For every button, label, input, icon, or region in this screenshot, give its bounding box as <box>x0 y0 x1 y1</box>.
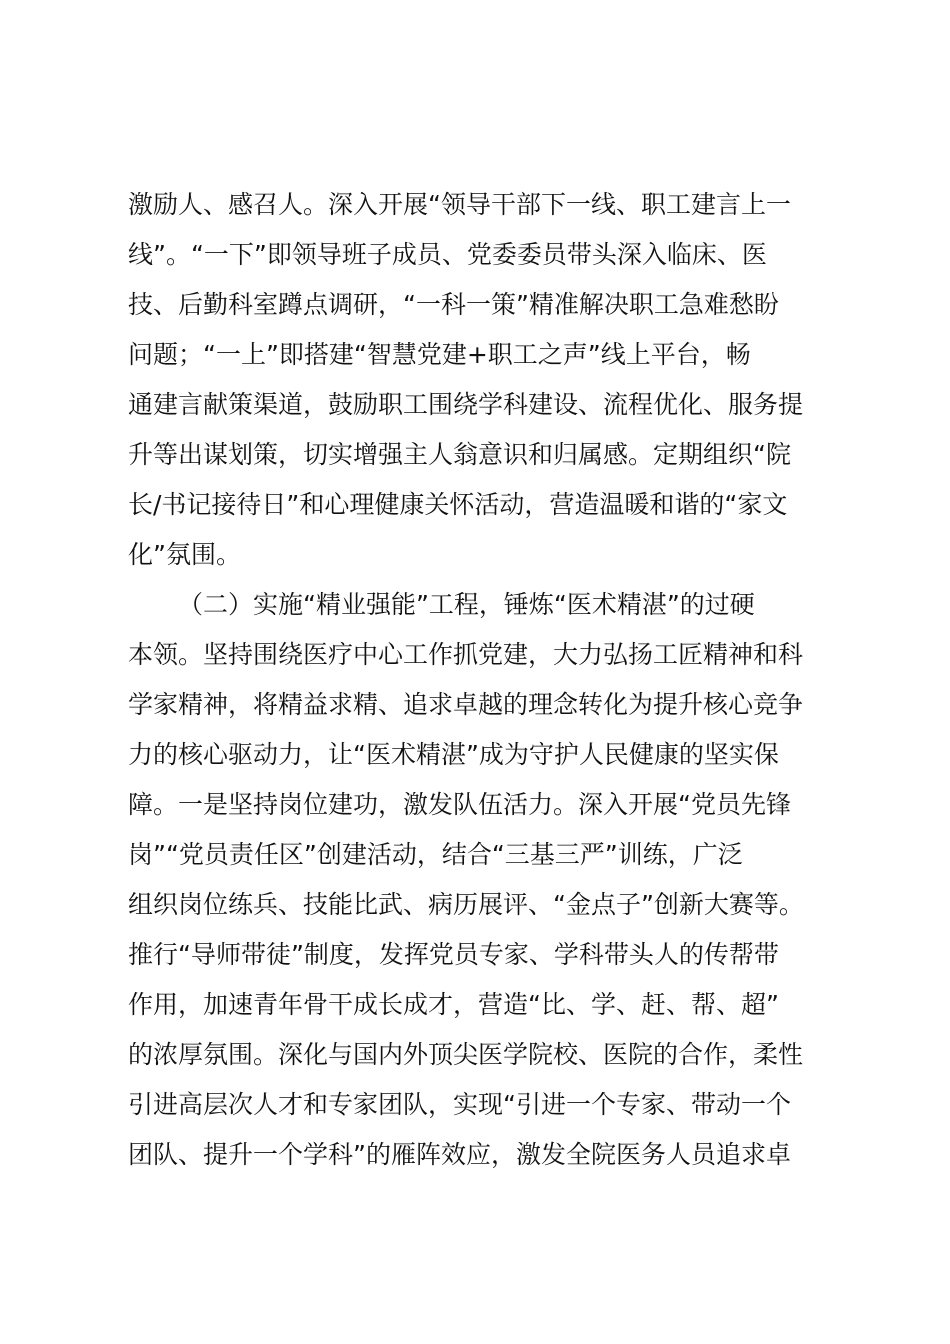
body-text <box>128 180 848 1180</box>
text-line: 学家精神，将精益求精、追求卓越的理念转化为提升核心竞争 <box>128 690 804 719</box>
text-line: 升等出谋划策，切实增强主人翁意识和归属感。定期组织“院 <box>128 440 791 469</box>
text-line: 组织岗位练兵、技能比武、病历展评、“金点子”创新大赛等。 <box>128 890 804 919</box>
text-line: 问题；“一上”即搭建“智慧党建+职工之声”线上平台，畅 <box>128 340 751 369</box>
text-line: 作用，加速青年骨干成长成才，营造“比、学、赶、帮、超” <box>128 990 779 1019</box>
text-line: 引进高层次人才和专家团队，实现“引进一个专家、带动一个 <box>128 1090 791 1119</box>
paragraph-2 <box>128 580 848 1180</box>
text-line: 障。一是坚持岗位建功，激发队伍活力。深入开展“党员先锋 <box>128 790 791 819</box>
text-line: 团队、提升一个学科”的雁阵效应，激发全院医务人员追求卓 <box>128 1140 791 1169</box>
text-line: 岗”“党员责任区”创建活动，结合“三基三严”训练，广泛 <box>128 840 743 869</box>
text-line: 推行“导师带徒”制度，发挥党员专家、学科带头人的传帮带 <box>128 940 779 969</box>
text-line: 长/书记接待日”和心理健康关怀活动，营造温暖和谐的“家文 <box>128 490 788 519</box>
text-line: 力的核心驱动力，让“医术精湛”成为守护人民健康的坚实保 <box>128 740 779 769</box>
text-line: （二）实施“精业强能”工程，锤炼“医术精湛”的过硬 <box>178 590 755 619</box>
text-line: 线”。“一下”即领导班子成员、党委委员带头深入临床、医 <box>128 240 767 269</box>
text-line: 化”氛围。 <box>128 540 241 569</box>
text-line: 的浓厚氛围。深化与国内外顶尖医学院校、医院的合作，柔性 <box>128 1040 804 1069</box>
text-line: 激励人、感召人。深入开展“领导干部下一线、职工建言上一 <box>128 190 791 219</box>
paragraph-1 <box>128 180 848 580</box>
text-line: 本领。坚持围绕医疗中心工作抓党建，大力弘扬工匠精神和科 <box>128 640 804 669</box>
text-line: 技、后勤科室蹲点调研，“一科一策”精准解决职工急难愁盼 <box>128 290 779 319</box>
text-line: 通建言献策渠道，鼓励职工围绕学科建设、流程优化、服务提 <box>128 390 804 419</box>
